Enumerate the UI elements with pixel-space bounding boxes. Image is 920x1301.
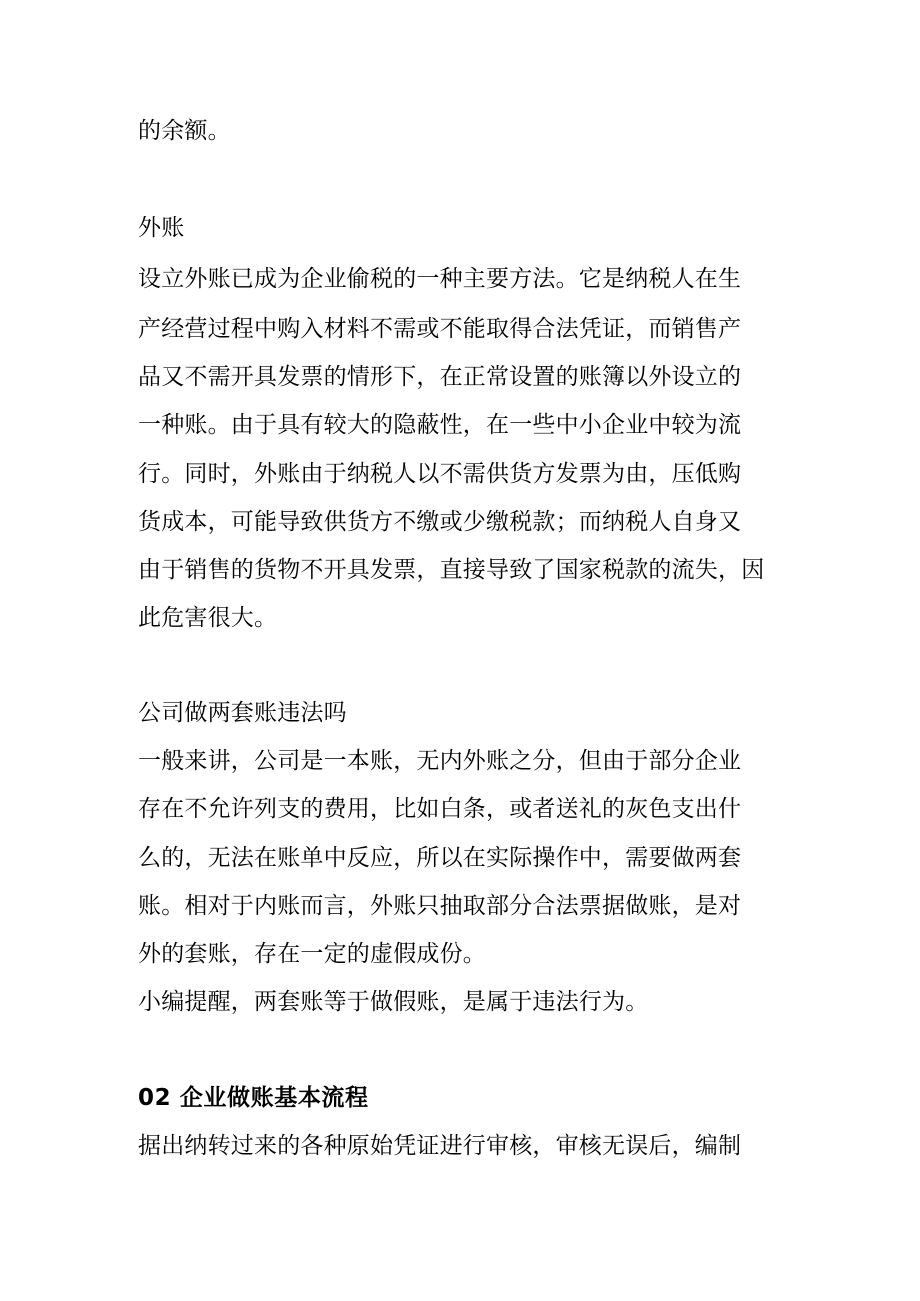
paragraph-line: 此危害很大。 <box>138 605 278 631</box>
paragraph-line: 账。相对于内账而言，外账只抽取部分合法票据做账，是对 <box>138 893 742 919</box>
paragraph-line: 设立外账已成为企业偷税的一种主要方法。它是纳税人在生 <box>138 266 742 292</box>
paragraph-line: 外的套账，存在一定的虚假成份。 <box>138 941 486 967</box>
paragraph-line: 一种账。由于具有较大的隐蔽性，在一些中小企业中较为流 <box>138 412 742 438</box>
paragraph-line: 由于销售的货物不开具发票，直接导致了国家税款的流失，因 <box>138 557 765 583</box>
paragraph-line: 么的，无法在账单中反应，所以在实际操作中，需要做两套 <box>138 845 742 871</box>
paragraph-line: 一般来讲，公司是一本账，无内外账之分，但由于部分企业 <box>138 748 742 774</box>
paragraph-line: 存在不允许列支的费用，比如白条，或者送礼的灰色支出什 <box>138 796 742 822</box>
section-heading-two-books: 公司做两套账违法吗 <box>138 700 347 726</box>
paragraph-line: 小编提醒，两套账等于做假账，是属于违法行为。 <box>138 989 649 1015</box>
section-heading-outer-accounts: 外账 <box>138 215 185 241</box>
paragraph-continuation: 的余额。 <box>138 118 231 144</box>
paragraph-line: 行。同时，外账由于纳税人以不需供货方发票为由，压低购 <box>138 461 742 487</box>
paragraph-line: 品又不需开具发票的情形下，在正常设置的账簿以外设立的 <box>138 364 742 390</box>
paragraph-line: 产经营过程中购入材料不需或不能取得合法凭证，而销售产 <box>138 316 742 342</box>
section-heading-process: 02 企业做账基本流程 <box>138 1085 369 1111</box>
paragraph-line: 货成本，可能导致供货方不缴或少缴税款；而纳税人自身又 <box>138 509 742 535</box>
paragraph-line: 据出纳转过来的各种原始凭证进行审核，审核无误后，编制 <box>138 1133 742 1159</box>
